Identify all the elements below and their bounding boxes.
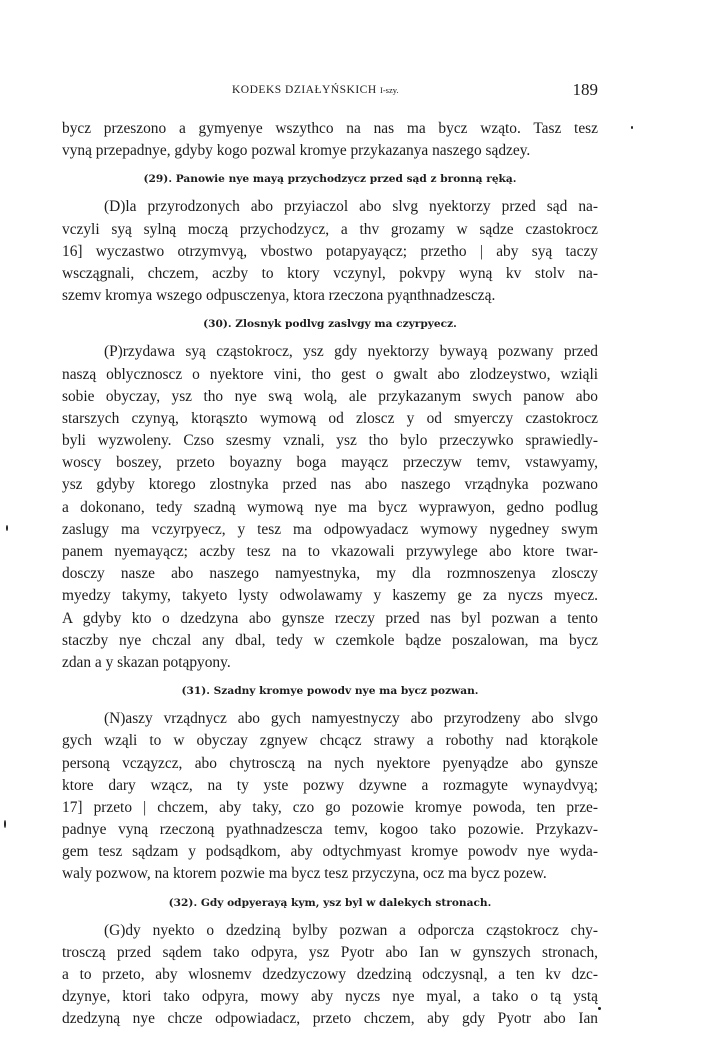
document-page — [62, 0, 598, 1060]
text-line: (G)dy nyekto o dzedziną bylby pozwan a odporcza cząstokrocz chy- — [104, 921, 598, 939]
text-line: dzynye, ktori tako odpyra, mowy aby nyczs nye myal, a tako o tą ystą — [62, 988, 598, 1006]
text-line: starszych czynyą, ktorąszto wymową od zloscz y od smyerczy czastokrocz — [62, 409, 598, 427]
text-line: bycz przeszono a gymyenye wszythco na nas ma bycz wząto. Tasz tesz — [62, 120, 598, 137]
text-line: vczyli syą sylną moczą przychodzycz, a thv grozamy w sądze czastokrocz — [62, 220, 598, 238]
text-line: (D)la przyrodzonych abo przyiaczol abo slvg nyektorzy przed sąd na- — [104, 198, 598, 216]
section-heading: (32). Gdy odpyerayą kym, ysz byl w dalekych stronach. — [168, 896, 492, 909]
section-heading: (30). Zlosnyk podlvg zaslvgy ma czyrpyecz. — [203, 318, 457, 331]
text-line: A gdyby kto o dzedzyna abo gynsze rzeczy przed nas byl pozwan a tento — [62, 609, 598, 627]
scan-speck — [598, 1007, 601, 1010]
text-line: a to przeto, aby wlosnemv dzedzyczowy dzedziną odczysnąl, a ten kv dzc- — [62, 966, 598, 983]
running-title — [232, 84, 399, 96]
text-line: trosczą przed sądem tako odpyra, ysz Pyotr abo Ian w gynszych stronach, — [62, 943, 598, 961]
text-line: a dokonano, tedy szadną wymową nye ma bycz wyprawyon, gedno podlug — [62, 498, 598, 516]
text-line: zdan a y skazan potąpyony. — [62, 653, 231, 671]
page-number: 189 — [572, 80, 598, 99]
body-text — [62, 118, 598, 1031]
running-title-text: KODEKS DZIAŁYŃSKICH — [232, 84, 377, 96]
text-line: 17] przeto | chczem, aby taky, czo go pozowie kromye powoda, ten prze- — [62, 798, 598, 816]
text-line: vyną przepadnye, gdyby kogo pozwal kromye przykazanya naszego sądzey. — [62, 142, 531, 160]
section-30 — [62, 307, 598, 674]
text-line: byli wyzwoleny. Czso szesmy vznali, ysz tho bylo przeczywko sprawiedly- — [62, 432, 598, 450]
text-line: personą vcząyzcz, abo chytrosczą na nych nyektore pyenyądze abo gynsze — [62, 754, 598, 772]
text-line: myedzy takymy, takyeto lysty odwolawamy y kaszemy ge za nyczs myecz. — [62, 587, 598, 605]
section-29 — [62, 162, 598, 307]
text-line: ktore dary wząсz, na ty yste pozwy dzywne a rozmagyte wynaydvyą; — [62, 776, 598, 794]
text-line: padnye vyną rzeczoną pyathnadzescza temv, kogoo tako pozowie. Przykazv- — [62, 821, 598, 839]
text-line: staczby nye chczal any dbal, tedy w czemkole bądze poszalowan, ma bycz — [62, 631, 598, 649]
text-line: (P)rzydawa syą cząstokrocz, ysz gdy nyektorzy bywayą pozwany przed — [104, 343, 598, 361]
section-heading: (31). Szadny kromye powodv nye ma bycz pozwan. — [181, 685, 479, 698]
text-line: dosczy nasze abo naszego namyestnyka, my dla rozmnoszenya zlosczy — [62, 565, 598, 583]
text-line: szemv kromya wszego odpusczenya, ktora rzeczona pyąnthnadzesczą. — [62, 287, 496, 305]
text-line: dzedzyną nye chcze odpowiadacz, przeto chczem, aby gdy Pyotr abo Ian — [62, 1010, 598, 1028]
section-32 — [62, 886, 598, 1031]
text-line: wsczągnali, chczem, aczby to ktory vczynyl, pokvpy wyną kv stolv na- — [62, 264, 598, 282]
text-line: sobie obyczay, ysz tho nye swą wolą, ale przykazanym swych panow abo — [62, 387, 598, 405]
scan-speck — [631, 126, 633, 129]
text-line: waly pozwow, na ktorem pozwie ma bycz tesz przyczyna, ocz ma bycz pozew. — [62, 865, 547, 883]
text-line: woscy boszey, przeto boyazny boga mayącz przeczyw temv, vstawyamy, — [62, 454, 598, 472]
text-line: gem tesz sądzam y podsądkom, aby odtychmyast kromye powodv nye wyda- — [62, 843, 598, 861]
section-heading: (29). Panowie nye mayą przychodzycz przed sąd z bronną ręką. — [143, 173, 517, 186]
running-header — [62, 80, 598, 104]
text-line: gych wząli to w obyczay zgnyew chcącz strawy a robothy nad ktorąkole — [62, 732, 598, 750]
text-line: zaslugy ma vczyrpyecz, y tesz ma odpowyadacz wymowy nygedney swym — [62, 520, 598, 538]
scan-speck — [6, 525, 8, 531]
scan-speck — [4, 820, 6, 828]
text-line: panem nyemayącz; aczby tesz na to vkazowali przywylege abo ktore twar- — [62, 543, 598, 560]
text-line: 16] wyczastwo otrzymvyą, vbostwo potapyayącz; przetho | aby syą taczy — [62, 242, 598, 260]
intro-paragraph — [62, 118, 598, 162]
text-line: naszą oblycznoscz o nyektore vini, tho gest o gwalt abo zlodzeystwo, wziąli — [62, 365, 598, 383]
text-line: (N)aszy vrządnycz abo gych namyestnyczy abo przyrodzeny abo slvgo — [104, 710, 598, 728]
running-title-edition: I-szy. — [380, 85, 399, 95]
text-line: ysz gdyby ktorego zlostnyka przed nas abo naszego vrządnyka pozwano — [62, 476, 598, 494]
section-31 — [62, 674, 598, 886]
